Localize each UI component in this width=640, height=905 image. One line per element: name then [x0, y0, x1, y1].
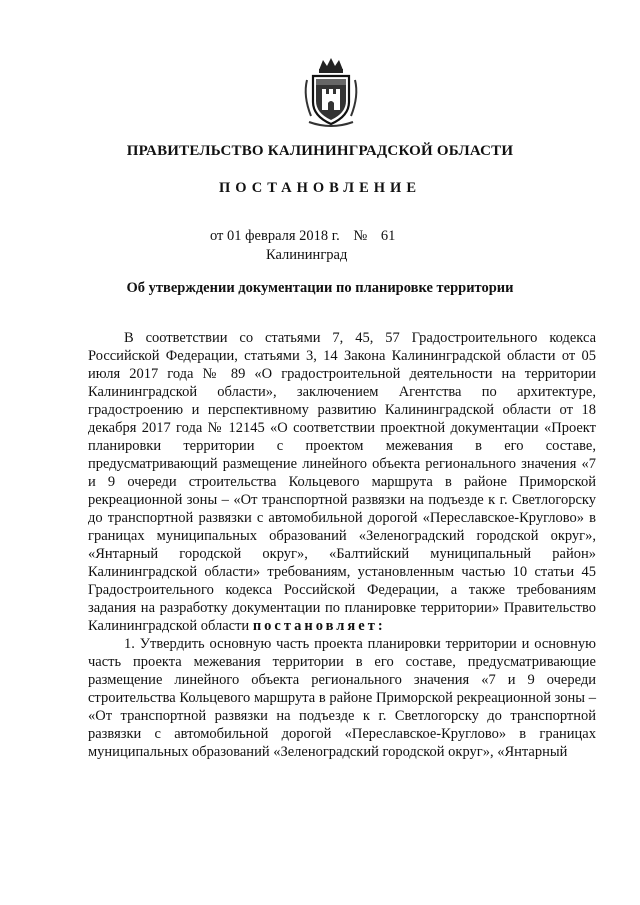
- number-sign: №: [353, 228, 368, 244]
- document-kind: ПОСТАНОВЛЕНИЕ: [218, 180, 421, 196]
- kaliningrad-coat-of-arms-icon: [299, 56, 363, 128]
- document-date: от 01 февраля 2018 г.: [210, 228, 340, 244]
- date-number-line: [210, 228, 470, 245]
- document-title: Об утверждении документации по планировке территории: [126, 280, 514, 296]
- resolves-keyword: постановляет:: [252, 618, 386, 634]
- paragraph-preamble: [88, 329, 596, 635]
- preamble-text: В соответствии со статьями 7, 45, 57 Градостроительного кодекса Российской Федерации, статьями 3, 14 Закона Калининградской области от 05 июля 2017 года № 89 «О градостроительной деятельности на территории Калининградской области», заключением Агентства по архитектуре, градостроению и перспективному развитию Калининградской области от 18 декабря 2017 года № 12145 «О соответствии проектной документации «Проект планировки территории с проектом межевания в его составе, предусматривающий размещение линейного объекта регионального значения «7 и 9 очереди строительства Кольцевого маршрута в районе Приморской рекреационной зоны – «От транспортной развязки на подъезде к г. Светлогорску до транспортной развязки с автомобильной дорогой «Переславское-Круглово» в границах муниципальных образований «Зеленоградский городской округ», «Янтарный городской округ», «Балтийский муниципальный район» Калининградской области» требованиям, установленным частью 10 статьи 45 Градостроительного кодекса Российской Федерации, а также требованиям задания на разработку документации по планировке территории» Правительство Калининградской области: [88, 330, 596, 634]
- document-city: Калининград: [266, 247, 348, 263]
- paragraph-item-1: 1. Утвердить основную часть проекта планировки территории и основную часть проекта межевания территории в его составе, предусматривающие размещение линейного объекта регионального значения «7 и 9 очереди строительства Кольцевого маршрута в районе Приморской рекреационной зоны – «От транспортной развязки на подъезде к г. Светлогорску до транспортной развязки с автомобильной дорогой «Переславское-Круглово» в границах муниципальных образований «Зеленоградский городской округ», «Янтарный: [88, 636, 596, 760]
- document-number: 61: [380, 228, 396, 244]
- government-name: ПРАВИТЕЛЬСТВО КАЛИНИНГРАДСКОЙ ОБЛАСТИ: [126, 143, 514, 159]
- document-body: [88, 329, 596, 761]
